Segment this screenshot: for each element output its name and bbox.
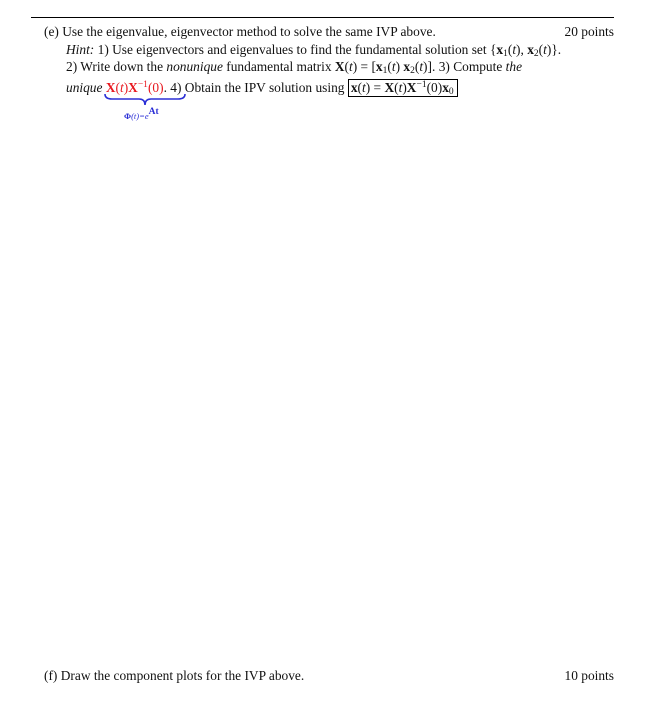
top-rule xyxy=(31,17,614,18)
step-3-prefix: 3) Compute xyxy=(438,59,503,74)
problem-f-statement: Draw the component plots for the IVP above. xyxy=(60,668,305,683)
problem-f-label: (f) xyxy=(44,668,58,683)
the-word: the xyxy=(505,59,523,74)
problem-e-label: (e) xyxy=(44,24,59,39)
solution-set-formula: {$x_1(t)$, $x_2(t)$}. xyxy=(489,42,562,59)
fundamental-matrix-formula: $X(t) = [x_1(t)$ $x_2(t)$]. xyxy=(334,59,436,76)
step-4-text: 4) Obtain the IPV solution using xyxy=(170,80,345,95)
problem-f-points: 10 points xyxy=(564,668,614,683)
problem-e-line-1 xyxy=(44,24,436,40)
problem-e-statement: Use the eigenvalue, eigenvector method to solve the same IVP above. xyxy=(62,24,436,39)
hint-label: Hint: xyxy=(66,42,95,57)
problem-f-line xyxy=(44,668,304,684)
problem-e-step-3-4-line: unique $X(t)X^{-1}(0)$. 4) Obtain the IPV solution using $x(t) = X(t)X^{-1}(0)x_0$ xyxy=(66,77,458,100)
unique-matrix-formula: $X(t)X^{-1}(0)$ xyxy=(105,80,164,95)
phi-annotation: Φ(t)=eAt xyxy=(124,107,159,121)
problem-e-points: 20 points xyxy=(564,24,614,39)
step-2-mid: fundamental matrix xyxy=(226,59,332,74)
unique-word: unique xyxy=(66,80,103,95)
step-2-prefix: 2) Write down the xyxy=(66,59,164,74)
underbrace-icon xyxy=(104,93,186,107)
hint-step-1: 1) Use eigenvectors and eigenvalues to find the fundamental solution set xyxy=(97,42,487,57)
nonunique-word: nonunique xyxy=(166,59,223,74)
problem-e-step-2-line xyxy=(66,59,522,79)
ivp-solution-formula-box: $x(t) = X(t)X^{-1}(0)x_0$ xyxy=(348,79,458,97)
